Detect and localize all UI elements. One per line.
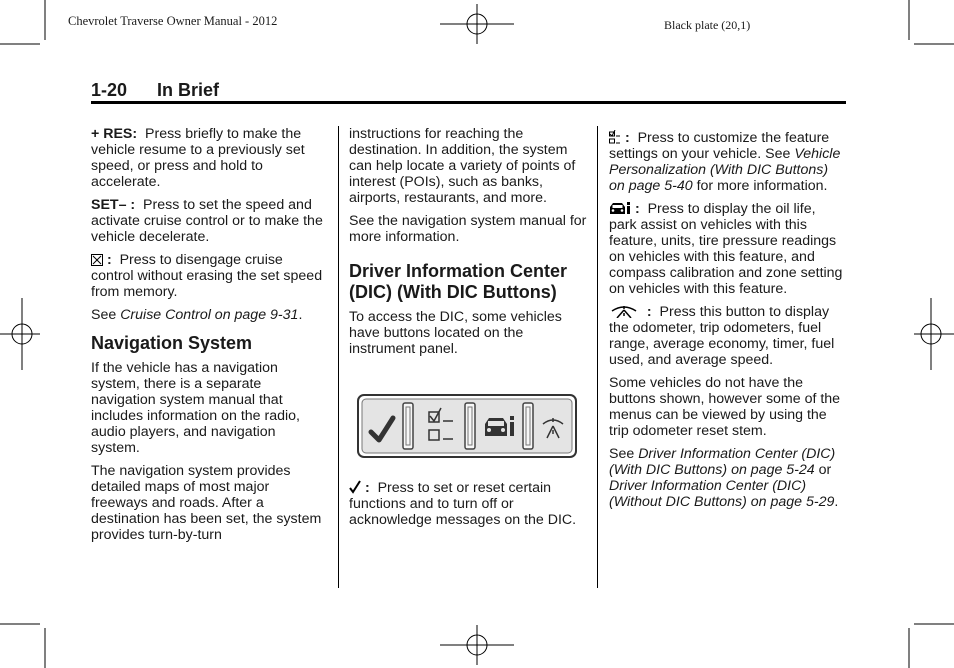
section-title (91, 80, 219, 101)
check-sep: : (364, 480, 370, 496)
cancel-x-icon (91, 254, 103, 266)
dic-heading: Driver Information Center (DIC) (With DIC Buttons) (349, 261, 568, 302)
some-vehicles-paragraph: Some vehicles do not have the buttons shown, however some of the menus can be viewed by using the trip odometer reset stem. (609, 375, 841, 439)
res-label: + RES: (91, 126, 138, 142)
section-number: 1-20 (91, 80, 128, 100)
customize-paragraph (609, 130, 845, 194)
nav-paragraph-4: See the navigation system manual for more information. (349, 213, 587, 245)
cancel-sep: : (106, 252, 112, 268)
info-paragraph (609, 201, 845, 297)
set-label: SET– : (91, 197, 136, 213)
vehicle-personalization-ref[interactable]: Vehicle Personalization (With DIC Buttons) on page 5-40 (609, 146, 841, 194)
nav-paragraph-2: The navigation system provides detailed maps of most major freeways and roads. After a destination has been set, the system provides turn-by-turn (91, 463, 322, 543)
vehicle-info-icon (609, 202, 631, 215)
check-icon (349, 480, 361, 494)
trip-road-icon (609, 305, 639, 318)
dic-see-prefix: See (609, 446, 639, 462)
column-divider-2 (597, 126, 598, 588)
see-suffix: . (298, 307, 303, 323)
plate-label: Black plate (20,1) (664, 18, 751, 32)
dic-see-suffix: . (834, 494, 839, 510)
check-text: Press to set or reset certain functions and to turn off or acknowledge messages on the DIC. (349, 480, 577, 528)
set-paragraph (91, 197, 327, 245)
res-text: Press briefly to make the vehicle resume to a previously set speed, or press and hold to accelerate. (91, 126, 305, 190)
dic-paragraph-1: To access the DIC, some vehicles have buttons located on the instrument panel. (349, 309, 562, 357)
trip-sep: : (646, 304, 652, 320)
dic-see-or: or (814, 462, 832, 478)
res-paragraph (91, 126, 327, 190)
customize-checklist-icon (609, 130, 621, 144)
trip-text: Press this button to display the odometer, trip odometers, fuel range, average economy, timer, fuel used, and average speed. (609, 304, 835, 368)
manual-title: Chevrolet Traverse Owner Manual - 2012 (68, 14, 278, 28)
section-name: In Brief (157, 80, 220, 100)
dic-with-buttons-ref[interactable]: Driver Information Center (DIC) (With DIC Buttons) on page 5-24 (609, 446, 836, 478)
customize-after: for more information. (692, 178, 828, 194)
column-1 (91, 126, 327, 550)
cruise-see-paragraph (91, 307, 327, 323)
cancel-paragraph (91, 252, 327, 300)
cruise-control-ref[interactable]: Cruise Control on page 9-31 (120, 307, 299, 323)
set-text: Press to set the speed and activate cruise control or to make the vehicle decelerate. (91, 197, 323, 245)
info-text: Press to display the oil life, park assist on vehicles with this feature, units, tire pressure readings on vehicles with this feature, and compass calibration and zone setting on vehicles with this feature. (609, 201, 843, 297)
customize-sep: : (624, 130, 630, 146)
customize-text: Press to customize the feature settings on your vehicle. See (609, 130, 830, 162)
nav-heading: Navigation System (91, 333, 253, 353)
dic-without-buttons-ref[interactable]: Driver Information Center (DIC) (Without DIC Buttons) on page 5-29 (609, 478, 835, 510)
column-3 (609, 130, 845, 517)
cancel-text: Press to disengage cruise control without erasing the set speed from memory. (91, 252, 323, 300)
trip-paragraph (609, 304, 845, 368)
column-2 (349, 126, 587, 535)
check-paragraph (349, 480, 587, 528)
dic-see-paragraph (609, 446, 845, 510)
header-rule (91, 101, 846, 104)
nav-paragraph-3: instructions for reaching the destination. In addition, the system can help locate a variety of points of interest (POIs), such as banks, airports, restaurants, and more. (349, 126, 576, 206)
info-sep: : (634, 201, 640, 217)
see-prefix: See (91, 307, 121, 323)
column-divider-1 (338, 126, 339, 588)
nav-paragraph-1: If the vehicle has a navigation system, there is a separate navigation system manual that includes information on the radio, audio players, and navigation system. (91, 360, 300, 456)
dic-button-panel (357, 394, 577, 460)
